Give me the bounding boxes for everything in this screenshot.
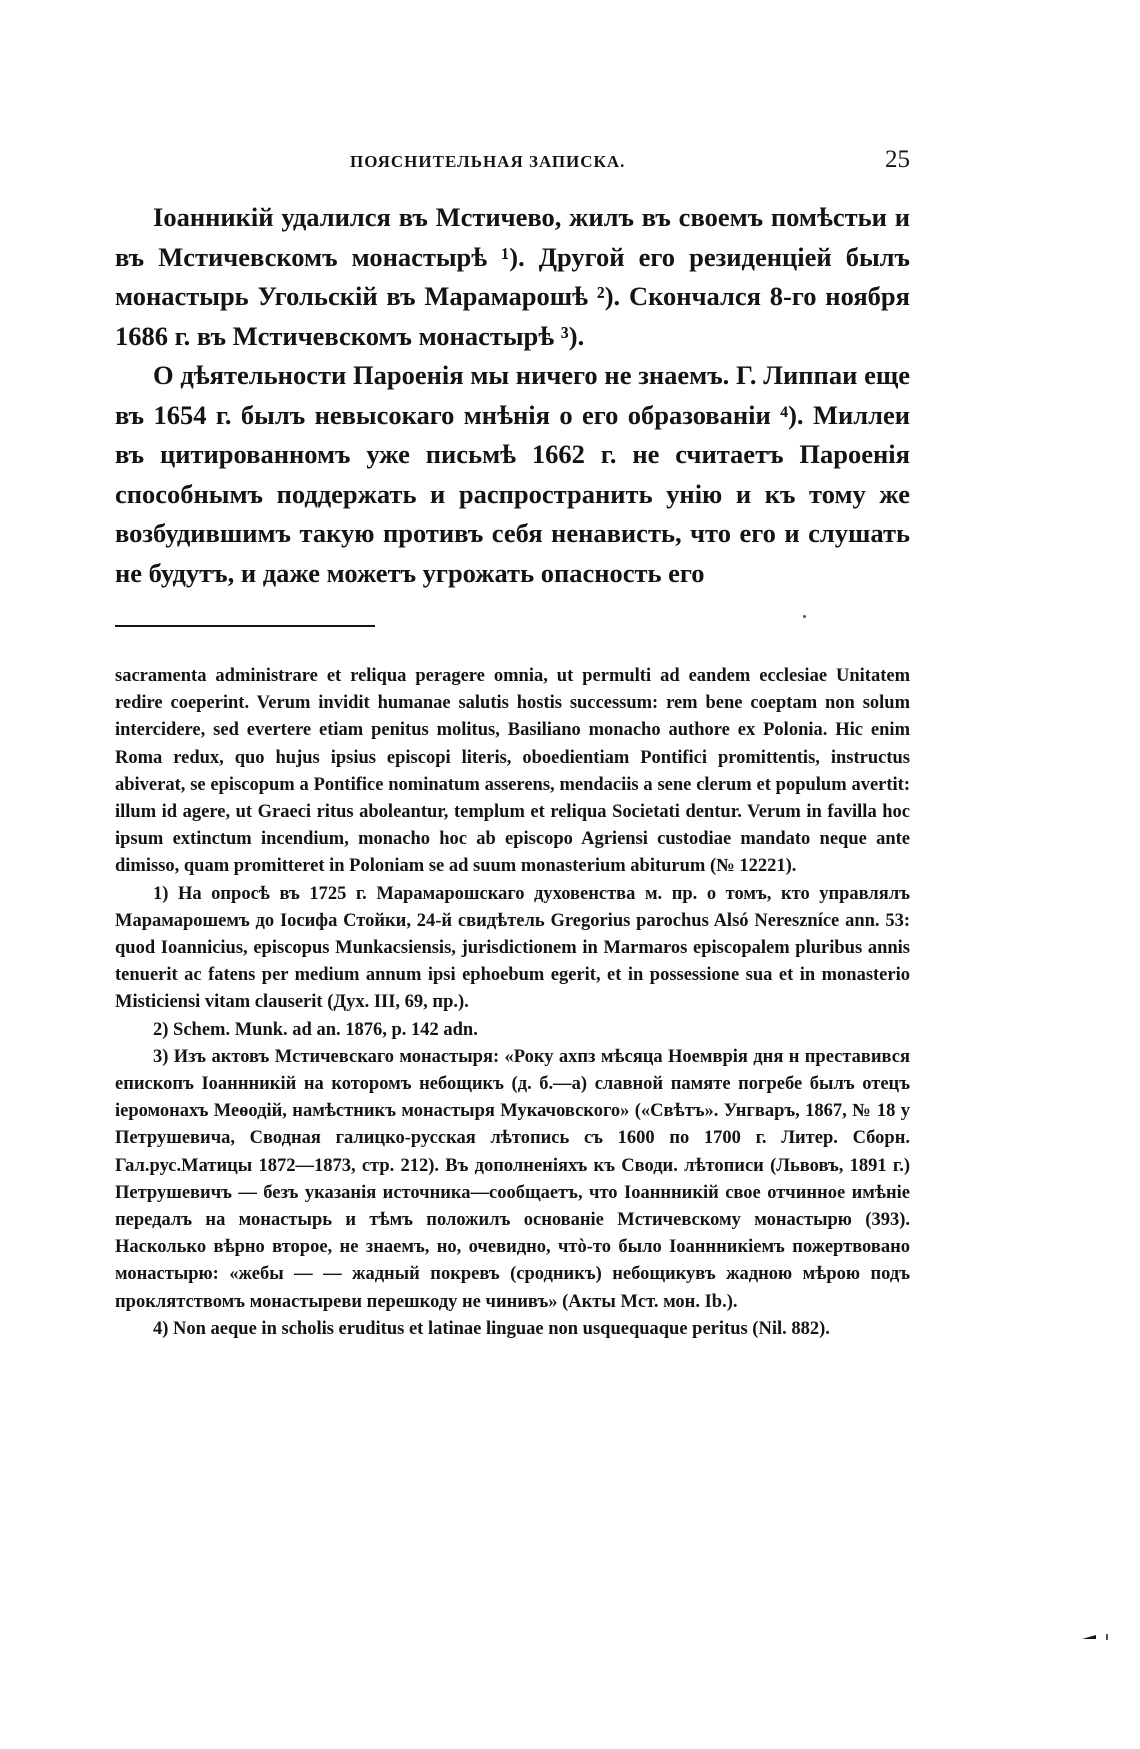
footnote-1: 1) На опросѣ въ 1725 г. Марамарошскаго духовенства м. пр. о томъ, кто управлялъ Марамарошемъ до Іосифа Стойки, 24-й свидѣтель Gregorius parochus Alsó Nereszníce ann. 53: quod Ioannicius, episcopus Munkacsiensis, jurisdictionem in Marmaros episcopalem pluribus annis tenuerit ac fatens per medium annum ipsi ephoebum egerit, et in possessione sua et in monasterio Misticiensi vitam clauserit (Дух. III, 69, пр.). bbox=[115, 883, 910, 1013]
main-paragraph-2: О дѣятельности Пароенія мы ничего не знаемъ. Г. Липпаи еще въ 1654 г. былъ невысокаго мнѣнія о его образованіи ⁴). Миллеи въ цитированномъ уже письмѣ 1662 г. не считаетъ Пароенія способнымъ поддержать и распространить унію и къ тому же возбудившимъ такую противъ себя ненависть, что его и слушать не будутъ, и даже можетъ угрожать опасность его bbox=[115, 360, 910, 588]
main-paragraph-1: Іоанникій удалился въ Мстичево, жилъ въ своемъ помѣстьи и въ Мстичевскомъ монастырѣ ¹). Другой его резиденціей былъ монастырь Угольскій въ Марамарошѣ ²). Скончался 8-го ноября 1686 г. въ Мстичевскомъ монастырѣ ³). bbox=[115, 202, 910, 351]
scan-artifact-mark bbox=[1082, 1634, 1110, 1640]
print-speck bbox=[803, 615, 806, 618]
footnote-4: 4) Non aeque in scholis eruditus et latinae linguae non usquequaque peritus (Nil. 882). bbox=[153, 1318, 830, 1339]
footnotes bbox=[115, 663, 910, 1343]
running-title: ПОЯСНИТЕЛЬНАЯ ЗАПИСКА. bbox=[350, 152, 626, 171]
main-text bbox=[115, 198, 910, 593]
footnote-separator-rule bbox=[115, 625, 375, 627]
page-number: 25 bbox=[885, 146, 910, 173]
footnote-2: 2) Schem. Munk. ad an. 1876, p. 142 adn. bbox=[153, 1019, 478, 1040]
page-header bbox=[115, 146, 910, 182]
footnote-continuation: sacramenta administrare et reliqua peragere omnia, ut permulti ad eandem ecclesiae Unitatem redire coeperint. Verum invidit humanae salutis hostis successum: rem bene coeptam non solum intercidere, sed evertere etiam penitus molitus, Basiliano monacho authore ex Polonia. Hic enim Roma redux, quo hujus ipsius episcopi literis, oboedientiam Pontifici promittentis, instructus abiverat, se episcopum a Pontifice nominatum asserens, mendaciis a sene clerum et populum avertit: illum id agere, ut Graeci ritus aboleantur, templum et reliqua Societati dentur. Verum in favilla hoc ipsum extinctum incendium, monacho hoc ab episcopo Agriensi custodiae mandato neque ante dimisso, quam promitteret in Poloniam se ad suum monasterium abiturum (№ 12221). bbox=[115, 666, 910, 877]
footnote-3: 3) Изъ актовъ Мстичевскаго монастыря: «Року ахпз мѣсяца Ноемврія дня н преставився епископъ Іоаннникій на которомъ небощикъ (д. б.—а) славной памяте погребе былъ отецъ іеромонахъ Меѳодій, намѣстникъ монастыря Мукачовского» («Свѣтъ». Унгваръ, 1867, № 18 у Петрушевича, Сводная галицко-русская лѣтопись съ 1600 по 1700 г. Литер. Сборн. Гал.рус.Матицы 1872—1873, стр. 212). Въ дополненіяхъ къ Своди. лѣтописи (Львовъ, 1891 г.) Петрушевичъ — безъ указанія источника—сообщаетъ, что Іоаннникій свое отчинное имѣніе передалъ на монастырь и тѣмъ положилъ основаніе Мстичевскому монастырю (393). Насколько вѣрно второе, не знаемъ, но, очевидно, чтò-то было Іоаннникіемъ пожертвовано монастырю: «жебы — — жадный покревъ (сродникъ) небощикувъ жадною мѣрою подъ проклятствомъ монастыреви перешкоду не чинивъ» (Акты Мст. мон. Ib.). bbox=[115, 1046, 910, 1312]
